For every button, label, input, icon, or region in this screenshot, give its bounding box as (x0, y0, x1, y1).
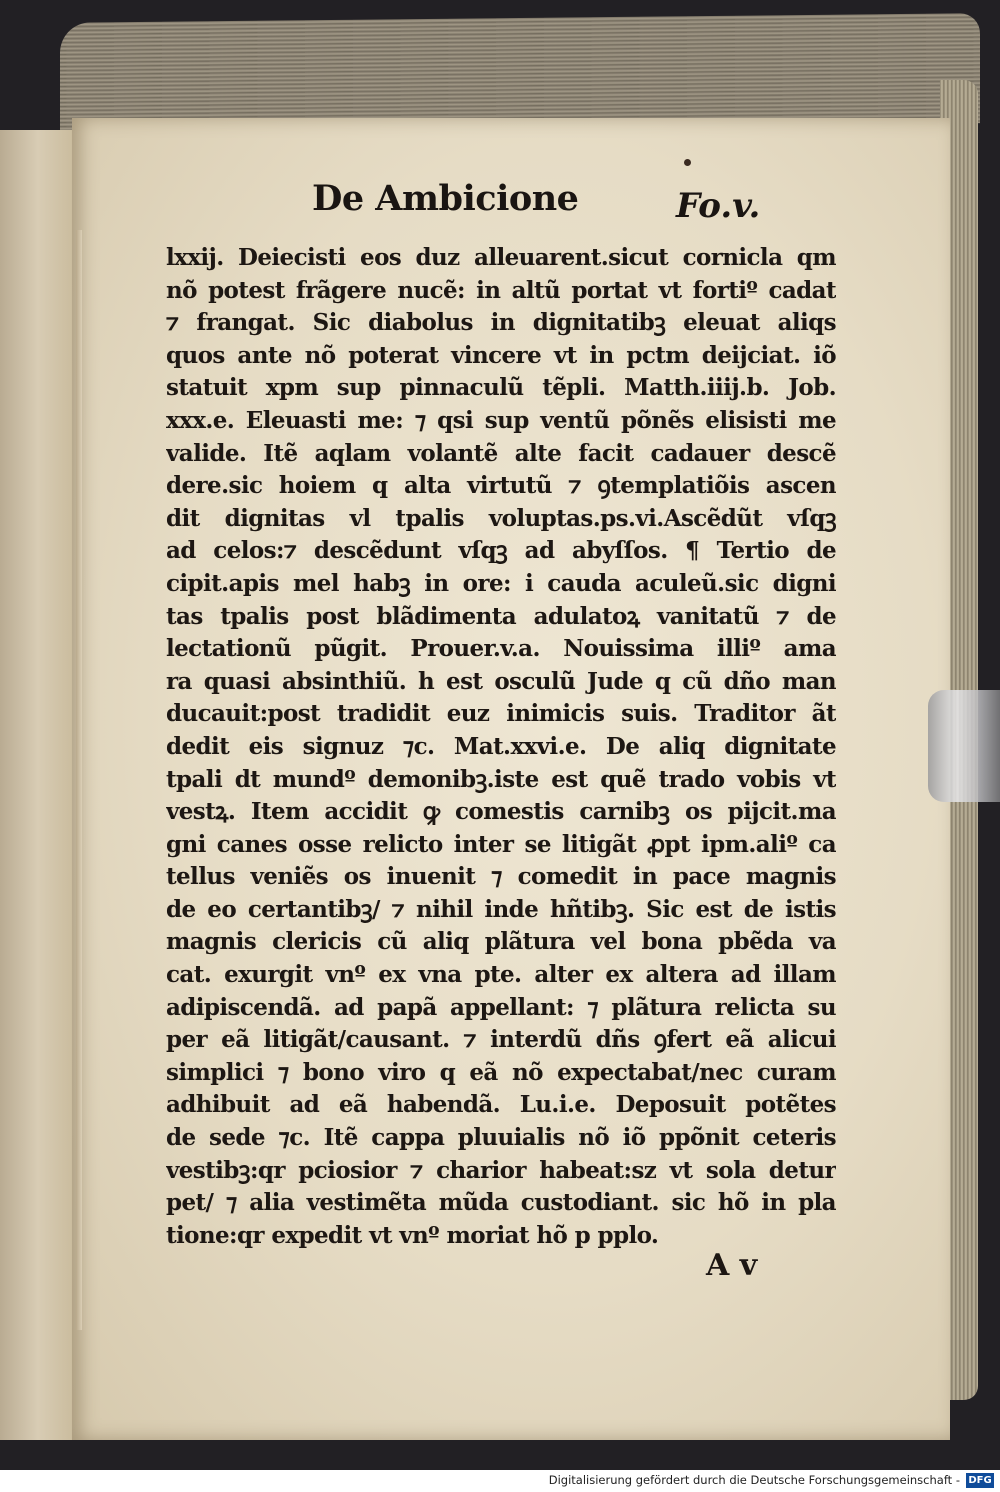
text-line: pet/ ⁊ alia vestimẽta mũda custodiant. sic hõ in pla (166, 1189, 836, 1217)
text-line: gni canes osse relicto inter se litigãt ꝓpt ipm.aliº ca (166, 830, 836, 858)
running-title: De Ambicione (312, 178, 579, 219)
body-text (166, 242, 836, 1252)
text-line: adhibuit ad eã habendã. Lu.i.e. Deposuit potẽtes (166, 1091, 836, 1119)
text-line: de eo certantibꝫ/ ⁊ nihil inde hñtibꝫ. Sic est de istis (166, 895, 836, 923)
text-line: dit dignitas vl tpalis voluptas.ps.vi.Ascẽdũt vſqꝫ (166, 504, 836, 532)
funding-credit: Digitalisierung gefördert durch die Deutsche Forschungsgemeinschaft - (548, 1473, 960, 1487)
text-line: valide. Itẽ aqlam volantẽ alte facit cadauer descẽ (166, 439, 836, 467)
book-top-edge (60, 13, 980, 133)
text-line: ducauit:post tradidit euz inimicis suis. Traditor ãt (166, 700, 836, 728)
text-line: magnis clericis cũ aliq plãtura vel bona pbẽda va (166, 928, 836, 956)
text-line: tellus veniẽs os inuenit ⁊ comedit in pace magnis (166, 863, 836, 891)
text-line: lectationũ pũgit. Prouer.v.a. Nouissima illiº ama (166, 635, 836, 663)
text-line: tione:qr expedit vt vnº moriat hõ p pplo. (166, 1221, 659, 1249)
text-line: xxx.e. Eleuasti me: ⁊ qsi sup ventũ põnẽs elisisti me (166, 406, 836, 434)
text-line: ad celos:⁊ descẽdunt vſqꝫ ad abyſſos. ¶ Tertio de (166, 537, 836, 565)
text-line: tas tpalis post blãdimenta adulatoꝝ vanitatũ ⁊ de (166, 602, 836, 630)
text-line: simplici ⁊ bono viro q eã nõ expectabat/nec curam (166, 1058, 836, 1086)
signature-mark: A v (706, 1248, 758, 1283)
text-line: dedit eis signuz ⁊c. Mat.xxvi.e. De aliq dignitate (166, 732, 836, 760)
text-line: ⁊ frangat. Sic diabolus in dignitatibꝫ eleuat aliqs (166, 309, 836, 337)
text-line: ra quasi absinthiũ. h est osculũ Jude q cũ dño man (166, 667, 836, 695)
text-line: cat. exurgit vnº ex vna pte. alter ex altera ad illam (166, 961, 836, 989)
text-line: quos ante nõ poterat vincere vt in pctm deijciat. iõ (166, 341, 836, 369)
ink-dot (684, 159, 691, 166)
text-line: cipit.apis mel habꝫ in ore: i cauda aculeũ.sic digni (166, 569, 836, 597)
text-line: vestꝝ. Item accidit ꝙ comestis carnibꝫ os pijcit.ma (166, 798, 836, 826)
text-line: adipiscendã. ad papã appellant: ⁊ plãtura relicta su (166, 993, 836, 1021)
text-line: statuit xpm sup pinnaculũ tẽpli. Matth.iiij.b. Job. (166, 374, 836, 402)
text-line: per eã litigãt/causant. ⁊ interdũ dñs ꝯfert eã alicui (166, 1026, 836, 1054)
gutter-shadow (76, 230, 82, 1330)
text-line: de sede ⁊c. Itẽ cappa pluuialis nõ iõ ppõnit ceteris (166, 1124, 836, 1152)
page-clip (928, 690, 1000, 802)
text-line: nõ potest frãgere nucẽ: in altũ portat vt fortiº cadat (166, 276, 836, 304)
text-line: lxxij. Deiecisti eos duz alleuarent.sicut cornicla qm (166, 244, 836, 271)
folio-number: Fo.v. (676, 186, 761, 226)
dfg-logo: DFG (966, 1473, 994, 1488)
text-line: vestibꝫ:qr pciosior ⁊ charior habeat:sz vt sola detur (166, 1156, 836, 1184)
footer-bar (0, 1470, 1000, 1492)
text-line: tpali dt mundº demonibꝫ.iste est quẽ trado vobis vt (166, 765, 836, 793)
text-line: dere.sic hoiem q alta virtutũ ⁊ ꝯtemplatiõis ascen (166, 472, 836, 500)
